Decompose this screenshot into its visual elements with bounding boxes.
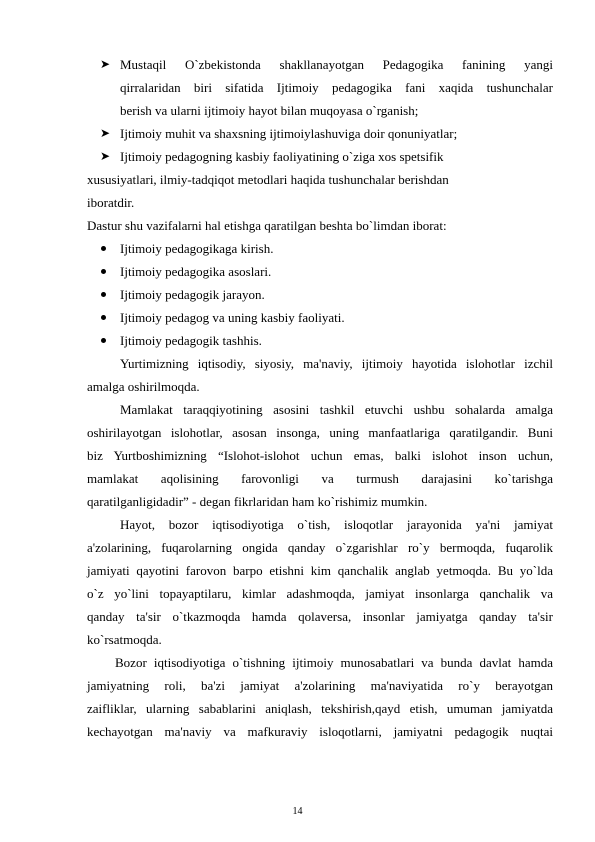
- bullet-dot-icon: [101, 292, 106, 297]
- paragraph-3-line-6: ko`rsatmoqda.: [87, 632, 162, 647]
- paragraph-1-line-2: amalga oshirilmoqda.: [87, 379, 200, 394]
- arrow-item-1-line-1: Mustaqil O`zbekistonda shakllanayotgan Pedagogika fanining yangi: [120, 57, 553, 72]
- paragraph-3-line-3: jamiyati qayotini farovon barpo etishni kim qanchalik anglab yetmoqda. Bu yo`lda: [87, 563, 553, 578]
- bullet-item-4: Ijtimoiy pedagog va uning kasbiy faoliyati.: [120, 310, 345, 325]
- bullet-dot-icon: [101, 269, 106, 274]
- continuation-line-2: iboratdir.: [87, 195, 135, 210]
- bullet-item-2: Ijtimoiy pedagogika asoslari.: [120, 264, 272, 279]
- paragraph-3-line-2: a'zolarining, fuqarolarning ongida qanday o`zgarishlar ro`y bermoqda, fuqarolik: [87, 540, 553, 555]
- program-intro-line: Dastur shu vazifalarni hal etishga qaratilgan beshta bo`limdan iborat:: [87, 218, 447, 233]
- paragraph-2-line-2: oshirilayotgan islohotlar, asosan insonga, uning manfaatlariga qaratilgandir. Buni: [87, 425, 553, 440]
- bullet-item-3: Ijtimoiy pedagogik jarayon.: [120, 287, 265, 302]
- paragraph-1-line-1: Yurtimizning iqtisodiy, siyosiy, ma'naviy, ijtimoiy hayotida islohotlar izchil: [120, 356, 553, 371]
- bullet-item-1: Ijtimoiy pedagogikaga kirish.: [120, 241, 274, 256]
- paragraph-2-line-4: mamlakat aqolisining farovonligi va turmush darajasini ko`tarishga: [87, 471, 553, 486]
- paragraph-3-line-1: Hayot, bozor iqtisodiyotiga o`tish, isloqotlar jarayonida ya'ni jamiyat: [120, 517, 553, 532]
- arrow-bullet-icon: ➤: [100, 57, 111, 71]
- arrow-bullet-icon: ➤: [100, 149, 111, 163]
- paragraph-2-line-1: Mamlakat taraqqiyotining asosini tashkil etuvchi ushbu sohalarda amalga: [120, 402, 553, 417]
- paragraph-2-line-5: qaratilganligidadir” - degan fikrlaridan ham ko`rishimiz mumkin.: [87, 494, 428, 509]
- arrow-item-1-line-3: berish va ularni ijtimoiy hayot bilan muqoyasa o`rganish;: [120, 103, 419, 118]
- arrow-bullet-icon: ➤: [100, 126, 111, 140]
- arrow-item-3: Ijtimoiy pedagogning kasbiy faoliyatining o`ziga xos spetsifik: [120, 149, 444, 164]
- paragraph-4-line-3: zaifliklar, ularning sabablarini aniqlash, tekshirish,qayd etish, umuman jamiyatda: [87, 701, 553, 716]
- continuation-line-1: xususiyatlari, ilmiy-tadqiqot metodlari haqida tushunchalar berishdan: [87, 172, 449, 187]
- paragraph-3-line-5: qanday ta'sir o`tkazmoqda hamda qolaversa, insonlar jamiyatga qanday ta'sir: [87, 609, 553, 624]
- paragraph-4-line-2: jamiyatning roli, ba'zi jamiyat a'zolarining ma'naviyatida ro`y berayotgan: [87, 678, 553, 693]
- bullet-dot-icon: [101, 246, 106, 251]
- paragraph-4-line-1: Bozor iqtisodiyotiga o`tishning ijtimoiy munosabatlari va bunda davlat hamda: [115, 655, 553, 670]
- paragraph-2-line-3: biz Yurtboshimizning “Islohot-islohot uchun emas, balki islohot inson uchun,: [87, 448, 553, 463]
- paragraph-3-line-4: o`z yo`lini topayaptilaru, kimlar adashmoqda, jamiyat insonlarga qanchalik va: [87, 586, 553, 601]
- paragraph-4-line-4: kechayotgan ma'naviy va mafkuraviy isloqotlarni, jamiyatni pedagogik nuqtai: [87, 724, 553, 739]
- arrow-item-2: Ijtimoiy muhit va shaxsning ijtimoiylashuviga doir qonuniyatlar;: [120, 126, 458, 141]
- bullet-dot-icon: [101, 315, 106, 320]
- arrow-item-1-line-2: qirralaridan biri sifatida Ijtimoiy pedagogika fani xaqida tushunchalar: [120, 80, 553, 95]
- page-number: 14: [292, 806, 303, 817]
- bullet-item-5: Ijtimoiy pedagogik tashhis.: [120, 333, 262, 348]
- bullet-dot-icon: [101, 338, 106, 343]
